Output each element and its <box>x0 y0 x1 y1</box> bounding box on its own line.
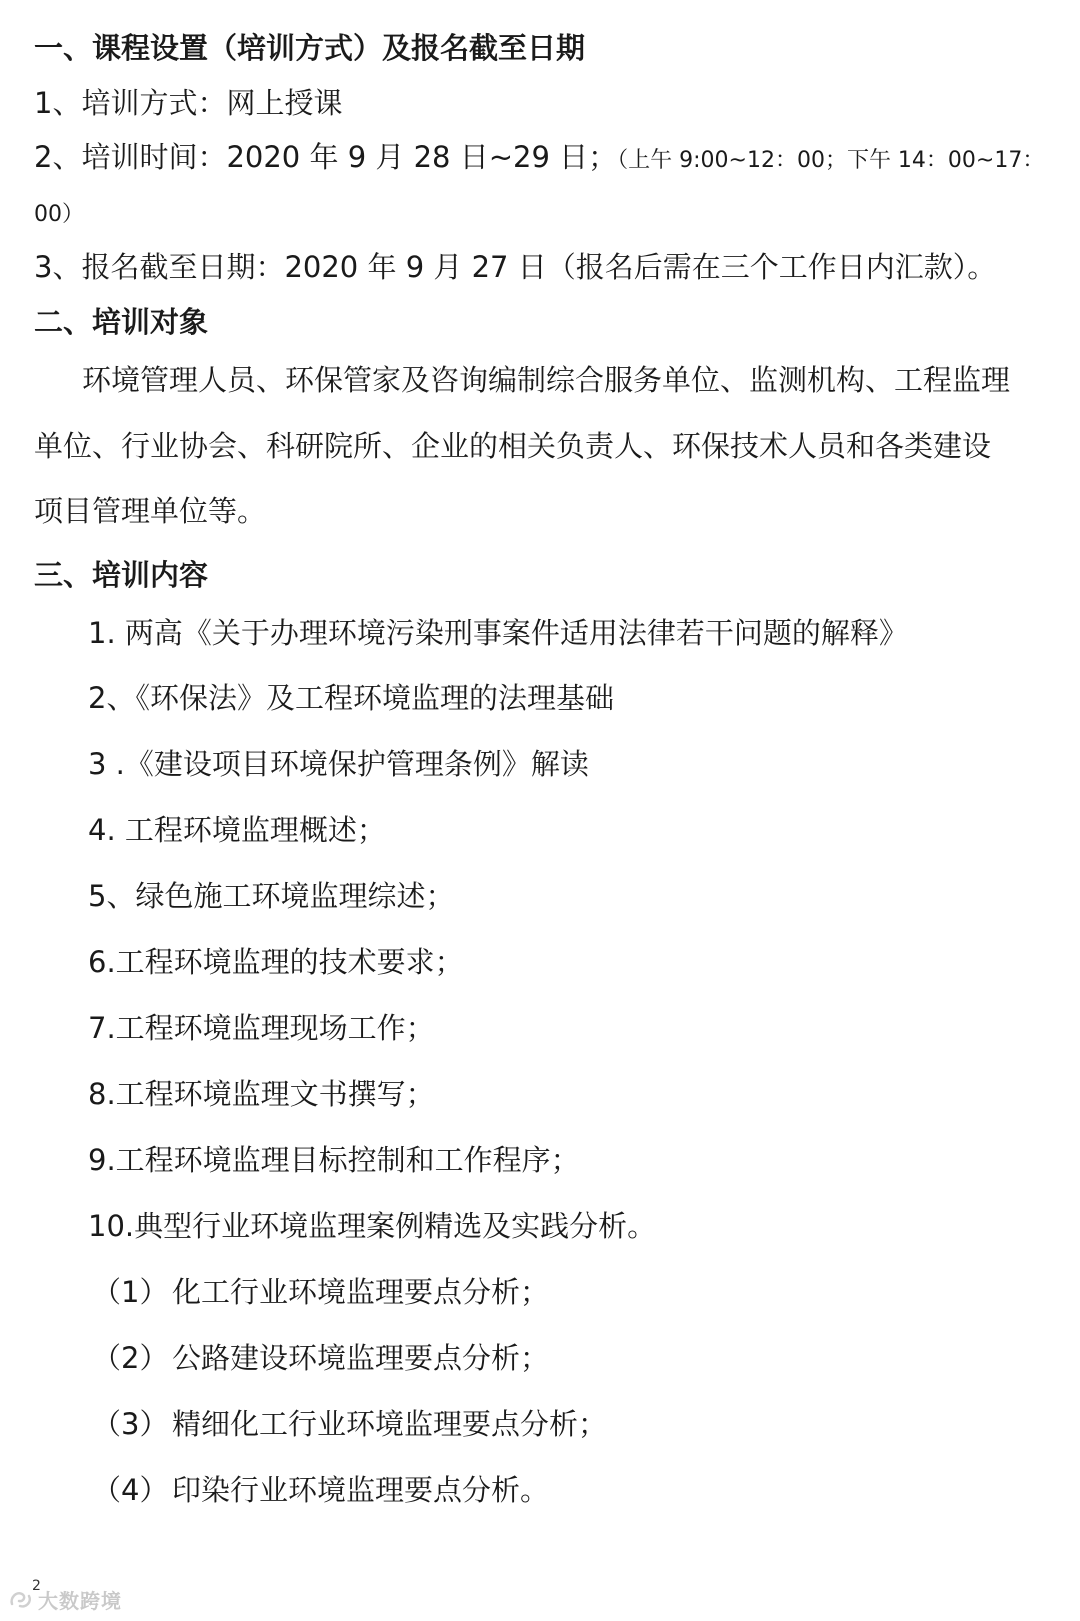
section-heading-course-setup: 一、课程设置（培训方式）及报名截至日期 <box>34 31 586 65</box>
content-item: 7.工程环境监理现场工作； <box>88 1011 435 1045</box>
section-heading-content: 三、培训内容 <box>34 558 209 592</box>
trainees-paragraph-line-3: 项目管理单位等。 <box>34 494 267 528</box>
content-item: 9.工程环境监理目标控制和工作程序； <box>88 1143 580 1177</box>
subitem-number: （1） <box>92 1275 169 1309</box>
content-subitem <box>92 1407 608 1441</box>
registration-deadline: 3、报名截至日期：2020 年 9 月 27 日（报名后需在三个工作日内汇款）。 <box>34 250 997 284</box>
subitem-number: （3） <box>92 1407 169 1441</box>
watermark <box>8 1584 122 1614</box>
training-time-detail-cont: 00） <box>34 202 84 227</box>
subitem-text: 印染行业环境监理要点分析。 <box>172 1473 550 1507</box>
subitem-text: 公路建设环境监理要点分析； <box>172 1341 550 1375</box>
section-heading-trainees: 二、培训对象 <box>34 305 209 339</box>
content-subitem <box>92 1275 550 1309</box>
trainees-paragraph-line-1: 环境管理人员、环保管家及咨询编制综合服务单位、监测机构、工程监理 <box>82 363 1011 397</box>
subitem-text: 化工行业环境监理要点分析； <box>172 1275 550 1309</box>
content-subitem <box>92 1473 550 1507</box>
content-item: 1. 两高《关于办理环境污染刑事案件适用法律若干问题的解释》 <box>88 616 908 650</box>
content-item: 8.工程环境监理文书撰写； <box>88 1077 435 1111</box>
training-time <box>34 140 1045 174</box>
watermark-text: 大数跨境 <box>38 1588 122 1613</box>
training-time-main: 2、培训时间：2020 年 9 月 28 日~29 日； <box>34 140 618 174</box>
content-item: 4. 工程环境监理概述； <box>88 813 386 847</box>
content-item: 6.工程环境监理的技术要求； <box>88 945 464 979</box>
content-item: 3 .《建设项目环境保护管理条例》解读 <box>88 747 589 781</box>
subitem-number: （4） <box>92 1473 169 1507</box>
subitem-number: （2） <box>92 1341 169 1375</box>
training-time-detail: （上午 9:00~12：00；下午 14：00~17： <box>617 148 1045 173</box>
content-subitem <box>92 1341 550 1375</box>
training-method: 1、培训方式：网上授课 <box>34 86 343 120</box>
subitem-text: 精细化工行业环境监理要点分析； <box>172 1407 608 1441</box>
content-item: 10.典型行业环境监理案例精选及实践分析。 <box>88 1209 657 1243</box>
content-item: 2、《环保法》及工程环境监理的法理基础 <box>88 681 614 715</box>
watermark-logo-icon <box>8 1588 34 1610</box>
trainees-paragraph-line-2: 单位、行业协会、科研院所、企业的相关负责人、环保技术人员和各类建设 <box>34 429 992 463</box>
content-item: 5、绿色施工环境监理综述； <box>88 879 455 913</box>
page-number: 2 <box>32 1578 41 1594</box>
